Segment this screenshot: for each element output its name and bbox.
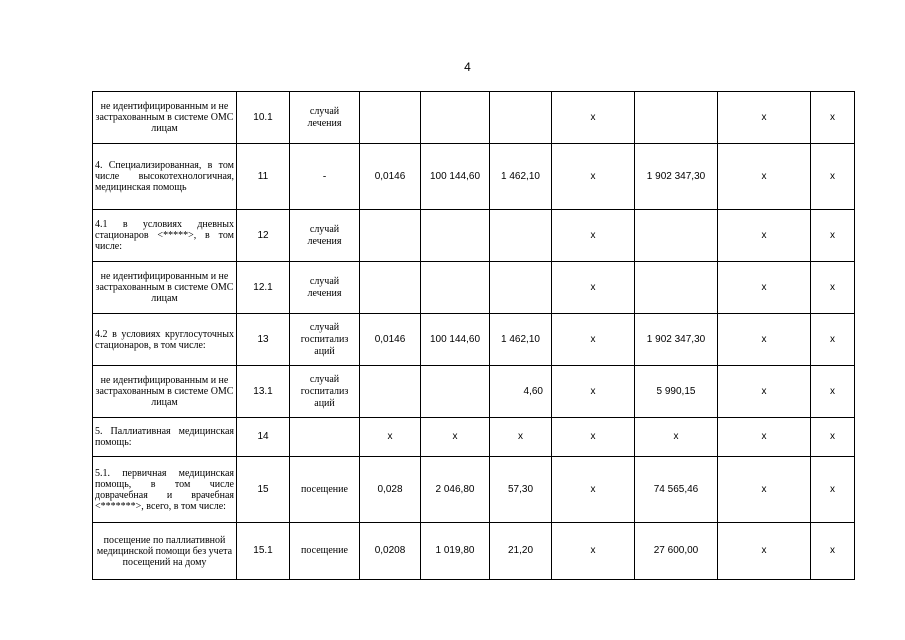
cell-c5: 100 144,60 bbox=[421, 314, 490, 366]
cell-c6 bbox=[490, 210, 552, 262]
cell-c8 bbox=[635, 210, 718, 262]
row-code: 12 bbox=[237, 210, 290, 262]
cell-c7: x bbox=[552, 457, 635, 523]
cell-c7: x bbox=[552, 523, 635, 580]
cell-c10: x bbox=[811, 523, 855, 580]
data-table bbox=[92, 91, 855, 580]
row-name: 5.1. первичная медицинская помощь, в том числе доврачебная и врачебная <*******>, всего, в том числе: bbox=[93, 457, 237, 523]
cell-c9: x bbox=[718, 457, 811, 523]
cell-c7: x bbox=[552, 210, 635, 262]
row-name: 4.1 в условиях дневных стационаров <*****>, в том числе: bbox=[93, 210, 237, 262]
row-unit: случай лечения bbox=[290, 92, 360, 144]
row-name: не идентифицированным и не застрахованным в системе ОМС лицам bbox=[93, 92, 237, 144]
table-row bbox=[93, 210, 855, 262]
cell-c10: x bbox=[811, 144, 855, 210]
table-row bbox=[93, 314, 855, 366]
row-code: 15.1 bbox=[237, 523, 290, 580]
cell-c6: 1 462,10 bbox=[490, 144, 552, 210]
cell-c9: x bbox=[718, 210, 811, 262]
table-row bbox=[93, 418, 855, 457]
cell-c5: x bbox=[421, 418, 490, 457]
cell-c10: x bbox=[811, 366, 855, 418]
cell-c7: x bbox=[552, 144, 635, 210]
page-number: 4 bbox=[464, 60, 471, 74]
cell-c8: 1 902 347,30 bbox=[635, 144, 718, 210]
row-code: 13.1 bbox=[237, 366, 290, 418]
table-row bbox=[93, 92, 855, 144]
row-unit: - bbox=[290, 144, 360, 210]
cell-c5 bbox=[421, 92, 490, 144]
cell-c5: 100 144,60 bbox=[421, 144, 490, 210]
row-unit bbox=[290, 418, 360, 457]
cell-c9: x bbox=[718, 144, 811, 210]
cell-c8 bbox=[635, 262, 718, 314]
cell-c10: x bbox=[811, 262, 855, 314]
row-unit: посещение bbox=[290, 523, 360, 580]
row-unit: случай лечения bbox=[290, 262, 360, 314]
cell-c4: 0,0146 bbox=[360, 144, 421, 210]
cell-c7: x bbox=[552, 314, 635, 366]
cell-c5 bbox=[421, 210, 490, 262]
table-row bbox=[93, 366, 855, 418]
cell-c8: 27 600,00 bbox=[635, 523, 718, 580]
cell-c8: 74 565,46 bbox=[635, 457, 718, 523]
cell-c4: 0,028 bbox=[360, 457, 421, 523]
cell-c5: 1 019,80 bbox=[421, 523, 490, 580]
cell-c4: 0,0208 bbox=[360, 523, 421, 580]
row-code: 12.1 bbox=[237, 262, 290, 314]
table-row bbox=[93, 523, 855, 580]
cell-c6: 4,60 bbox=[490, 366, 552, 418]
row-code: 13 bbox=[237, 314, 290, 366]
cell-c4: x bbox=[360, 418, 421, 457]
row-unit: случай госпитализ аций bbox=[290, 314, 360, 366]
cell-c7: x bbox=[552, 418, 635, 457]
row-unit: посещение bbox=[290, 457, 360, 523]
cell-c6: 21,20 bbox=[490, 523, 552, 580]
cell-c10: x bbox=[811, 457, 855, 523]
row-code: 15 bbox=[237, 457, 290, 523]
row-code: 14 bbox=[237, 418, 290, 457]
table-row bbox=[93, 262, 855, 314]
cell-c5 bbox=[421, 366, 490, 418]
cell-c10: x bbox=[811, 418, 855, 457]
cell-c8: 5 990,15 bbox=[635, 366, 718, 418]
cell-c9: x bbox=[718, 418, 811, 457]
cell-c10: x bbox=[811, 92, 855, 144]
table-row bbox=[93, 144, 855, 210]
row-name: 4. Специализированная, в том числе высокотехнологичная, медицинская помощь bbox=[93, 144, 237, 210]
cell-c7: x bbox=[552, 262, 635, 314]
cell-c4 bbox=[360, 262, 421, 314]
cell-c6: 57,30 bbox=[490, 457, 552, 523]
cell-c6: x bbox=[490, 418, 552, 457]
cell-c6 bbox=[490, 262, 552, 314]
cell-c10: x bbox=[811, 314, 855, 366]
cell-c8: x bbox=[635, 418, 718, 457]
cell-c8: 1 902 347,30 bbox=[635, 314, 718, 366]
row-name: не идентифицированным и не застрахованным в системе ОМС лицам bbox=[93, 262, 237, 314]
row-name: 4.2 в условиях круглосуточных стационаров, в том числе: bbox=[93, 314, 237, 366]
cell-c4 bbox=[360, 366, 421, 418]
cell-c5: 2 046,80 bbox=[421, 457, 490, 523]
cell-c9: x bbox=[718, 262, 811, 314]
row-name: не идентифицированным и не застрахованным в системе ОМС лицам bbox=[93, 366, 237, 418]
row-name: 5. Паллиативная медицинская помощь: bbox=[93, 418, 237, 457]
cell-c7: x bbox=[552, 366, 635, 418]
row-code: 10.1 bbox=[237, 92, 290, 144]
cell-c4 bbox=[360, 92, 421, 144]
cell-c6: 1 462,10 bbox=[490, 314, 552, 366]
row-code: 11 bbox=[237, 144, 290, 210]
cell-c7: x bbox=[552, 92, 635, 144]
cell-c4 bbox=[360, 210, 421, 262]
cell-c10: x bbox=[811, 210, 855, 262]
cell-c5 bbox=[421, 262, 490, 314]
cell-c6 bbox=[490, 92, 552, 144]
cell-c9: x bbox=[718, 92, 811, 144]
cell-c9: x bbox=[718, 314, 811, 366]
cell-c8 bbox=[635, 92, 718, 144]
cell-c9: x bbox=[718, 523, 811, 580]
row-name: посещение по паллиативной медицинской помощи без учета посещений на дому bbox=[93, 523, 237, 580]
row-unit: случай госпитализ аций bbox=[290, 366, 360, 418]
cell-c4: 0,0146 bbox=[360, 314, 421, 366]
row-unit: случай лечения bbox=[290, 210, 360, 262]
table-row bbox=[93, 457, 855, 523]
cell-c9: x bbox=[718, 366, 811, 418]
